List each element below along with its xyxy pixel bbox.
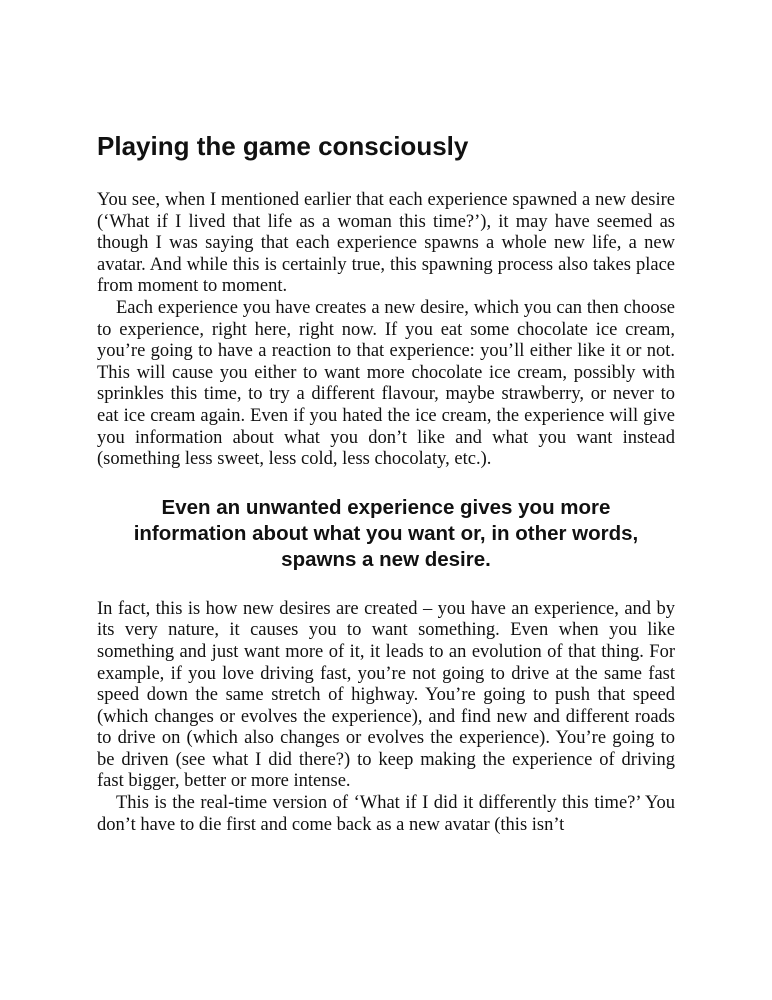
pull-quote-line-2: information about what you want or, in other words, <box>133 521 639 545</box>
section-heading: Playing the game consciously <box>97 131 469 161</box>
pull-quote-line-3: spawns a new desire. <box>281 547 491 571</box>
body-paragraph-1: You see, when I mentioned earlier that each experience spawned a new desire (‘What if I lived that life as a woman this time?’), it may have seemed as though I was saying that each experience spawns a whole new life, a new avatar. And while this is certainly true, this spawning process also takes place from moment to moment. <box>97 190 675 297</box>
pull-quote-line-1: Even an unwanted experience gives you more <box>161 495 611 519</box>
body-paragraph-4: This is the real-time version of ‘What if I did it differently this time?’ You don’t have to die first and come back as a new avatar (this isn’t <box>97 793 675 835</box>
pull-quote <box>97 495 675 573</box>
body-paragraph-2: Each experience you have creates a new desire, which you can then choose to experience, right here, right now. If you eat some chocolate ice cream, you’re going to have a reaction to that experience: you’ll either like it or not. This will cause you either to want more chocolate ice cream, possibly with sprinkles this time, to try a different flavour, maybe strawberry, or never to eat ice cream again. Even if you hated the ice cream, the experience will give you information about what you don’t like and what you want instead (something less sweet, less cold, less chocolaty, etc.). <box>97 297 675 470</box>
page-content <box>97 128 675 836</box>
body-paragraph-3: In fact, this is how new desires are created – you have an experience, and by its very nature, it causes you to want something. Even when you like something and just want more of it, it leads to an evolution of that thing. For example, if you love driving fast, you’re not going to drive at the same fast speed down the same stretch of highway. You’re going to push that speed (which changes or evolves the experience), and find new and different roads to drive on (which also changes or evolves the experience). You’re going to be driven (see what I did there?) to keep making the experience of driving fast bigger, better or more intense. <box>97 598 675 792</box>
